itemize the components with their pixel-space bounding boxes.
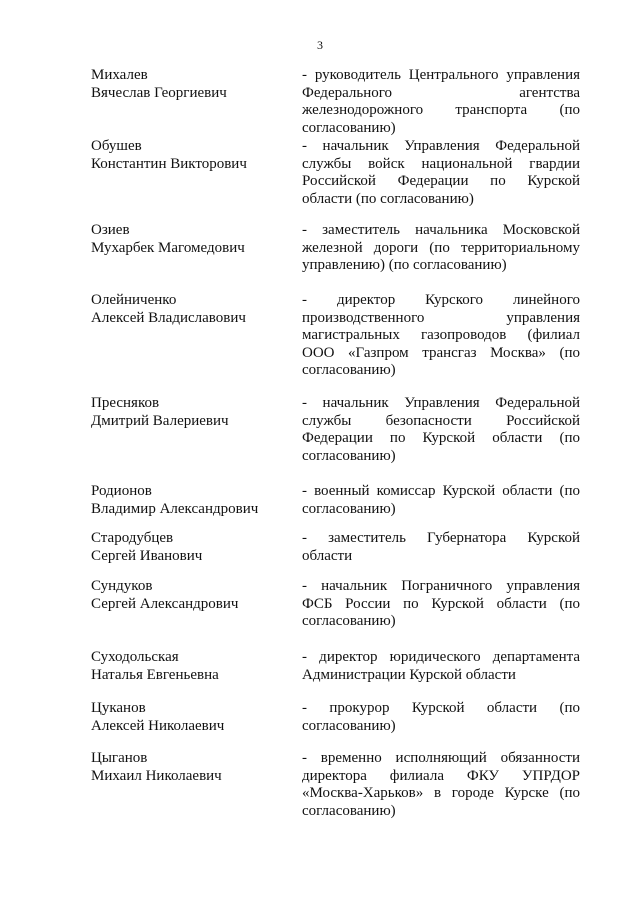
member-given-names: Сергей Иванович	[91, 547, 203, 564]
member-role-line: Федерального агентства	[302, 84, 580, 101]
member-surname: Олейниченко	[91, 292, 177, 308]
member-role	[302, 530, 580, 565]
member-role-line: ООО «Газпром трансгаз Москва» (по	[302, 344, 580, 361]
member-surname: Цыганов	[91, 750, 148, 766]
member-given-names: Сергей Александрович	[91, 595, 239, 612]
member-surname: Суходольская	[91, 649, 179, 665]
member-role	[302, 700, 580, 735]
member-role-line: Российской Федерации по Курской	[302, 173, 580, 189]
member-role-line: железной дороги (по территориальному	[302, 239, 580, 256]
member-role	[302, 649, 580, 684]
member-role-line: - заместитель начальника Московской	[302, 222, 580, 238]
member-surname: Обушев	[91, 138, 142, 154]
member-role	[302, 222, 580, 275]
member-name	[91, 530, 291, 565]
member-role-line: Федерации по Курской области (по	[302, 430, 580, 446]
member-given-names: Михаил Николаевич	[91, 767, 222, 784]
member-surname: Родионов	[91, 483, 152, 499]
member-role	[302, 750, 580, 820]
member-name	[91, 649, 291, 684]
member-role-line: - руководитель Центрального управления	[302, 67, 580, 83]
member-role-line: области	[302, 547, 353, 564]
member-given-names: Дмитрий Валериевич	[91, 412, 229, 429]
member-role-line: службы безопасности Российской	[302, 412, 580, 429]
member-role	[302, 395, 580, 465]
member-role-line: магистральных газопроводов (филиал	[302, 327, 580, 343]
member-role-line: - начальник Пограничного управления	[302, 578, 580, 594]
member-surname: Озиев	[91, 222, 130, 238]
member-role-line: ФСБ России по Курской области (по	[302, 595, 580, 612]
member-given-names: Вячеслав Георгиевич	[91, 84, 227, 101]
member-name	[91, 395, 291, 430]
member-role-line: производственного управления	[302, 309, 580, 326]
member-role-line: «Москва-Харьков» в городе Курске (по	[302, 785, 580, 801]
member-role	[302, 483, 580, 518]
member-name	[91, 700, 291, 735]
member-role-line: согласованию)	[302, 613, 396, 629]
member-role-line: - директор юридического департамента	[302, 649, 580, 665]
member-role-line: Администрации Курской области	[302, 666, 516, 683]
member-role-line: директора филиала ФКУ УПРДОР	[302, 767, 580, 784]
member-role-line: - директор Курского линейного	[302, 292, 580, 308]
member-role-line: - прокурор Курской области (по	[302, 700, 580, 716]
member-name	[91, 750, 291, 785]
member-name	[91, 67, 291, 102]
member-role-line: - временно исполняющий обязанности	[302, 750, 580, 766]
member-role-line: согласованию)	[302, 447, 396, 464]
member-role-line: области (по согласованию)	[302, 190, 474, 207]
member-name	[91, 222, 291, 257]
member-surname: Пресняков	[91, 395, 160, 411]
member-surname: Стародубцев	[91, 530, 174, 546]
page-number: 3	[317, 38, 323, 52]
member-given-names: Алексей Владиславович	[91, 309, 246, 326]
member-role-line: согласованию)	[302, 500, 396, 517]
member-role-line: - начальник Управления Федеральной	[302, 138, 580, 154]
member-role-line: железнодорожного транспорта (по	[302, 102, 580, 118]
member-surname: Михалев	[91, 67, 148, 83]
member-surname: Цуканов	[91, 700, 146, 716]
member-name	[91, 578, 291, 613]
member-name	[91, 292, 291, 327]
member-surname: Сундуков	[91, 578, 153, 594]
member-given-names: Константин Викторович	[91, 155, 247, 172]
member-role-line: - заместитель Губернатора Курской	[302, 530, 580, 546]
member-role	[302, 292, 580, 380]
member-role-line: согласованию)	[302, 717, 396, 734]
member-role-line: - военный комиссар Курской области (по	[302, 483, 580, 499]
member-given-names: Мухарбек Магомедович	[91, 239, 245, 256]
member-name	[91, 138, 291, 173]
member-given-names: Алексей Николаевич	[91, 717, 225, 734]
member-role-line: согласованию)	[302, 119, 396, 136]
member-given-names: Наталья Евгеньевна	[91, 666, 219, 683]
member-role-line: согласованию)	[302, 362, 396, 378]
member-role	[302, 578, 580, 631]
member-role-line: службы войск национальной гвардии	[302, 155, 580, 172]
member-given-names: Владимир Александрович	[91, 500, 259, 517]
member-role	[302, 138, 580, 208]
member-name	[91, 483, 291, 518]
member-role-line: - начальник Управления Федеральной	[302, 395, 580, 411]
member-role	[302, 67, 580, 137]
member-role-line: согласованию)	[302, 802, 396, 819]
member-role-line: управлению) (по согласованию)	[302, 257, 507, 273]
